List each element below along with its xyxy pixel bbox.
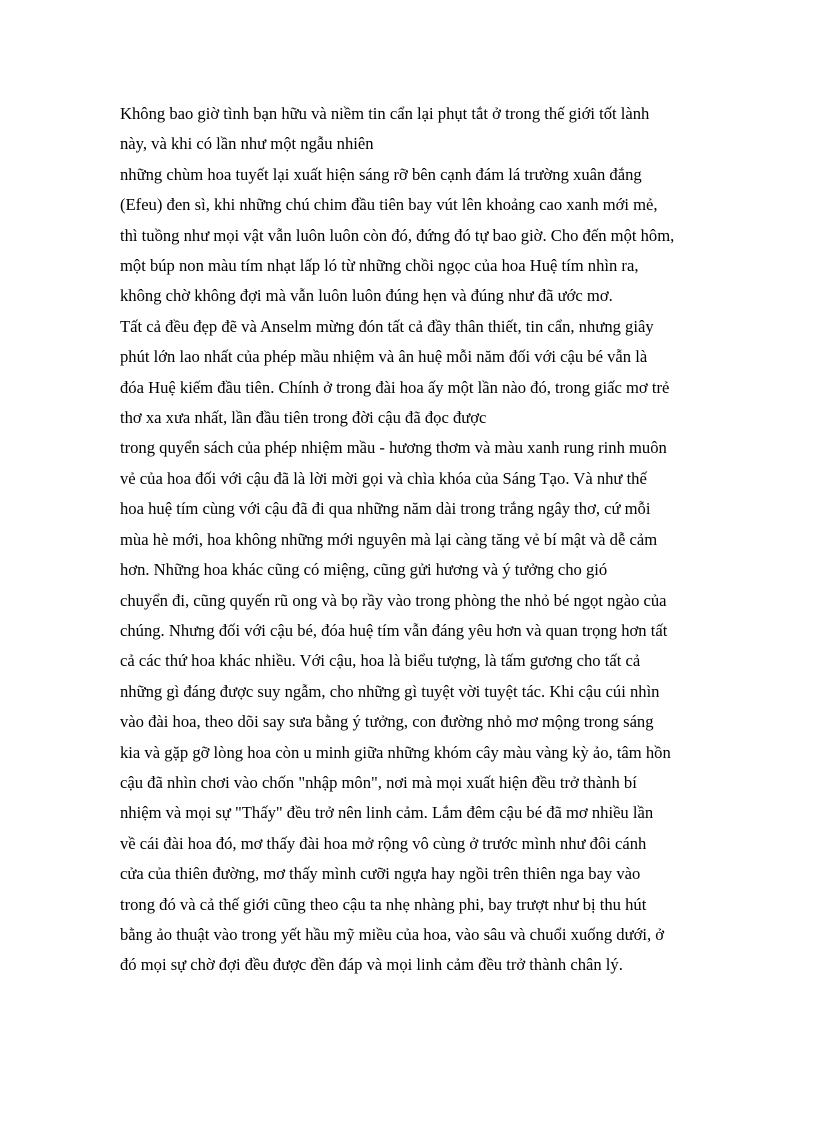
text-line: nhiệm và mọi sự "Thấy" đều trở nên linh cảm. Lắm đêm cậu bé đã mơ nhiều lần <box>120 803 654 823</box>
text-line: trong đó và cả thế giới cũng theo cậu ta nhẹ nhàng phi, bay trượt như bị thu hút <box>120 894 647 914</box>
text-line: bằng ảo thuật vào trong yết hầu mỹ miều của hoa, vào sâu và chuổi xuống dưới, ở <box>120 924 665 944</box>
text-line: cậu đã nhìn chơi vào chốn "nhập môn", nơi mà mọi xuất hiện đều trở thành bí <box>120 772 637 792</box>
text-line: hoa huệ tím cùng với cậu đã đi qua những năm dài trong trắng ngây thơ, cứ mỗi <box>120 499 651 519</box>
text-line: một búp non màu tím nhạt lấp ló từ những chồi ngọc của hoa Huệ tím nhìn ra, <box>120 256 639 276</box>
text-line: đóa Huệ kiếm đầu tiên. Chính ở trong đài hoa ấy một lần nào đó, trong giấc mơ trẻ <box>120 377 670 397</box>
text-line: cửa của thiên đường, mơ thấy mình cưỡi ngựa hay ngồi trên thiên nga bay vào <box>120 864 641 884</box>
text-line: những chùm hoa tuyết lại xuất hiện sáng rỡ bên cạnh đám lá trường xuân đắng <box>120 164 642 184</box>
text-line: phút lớn lao nhất của phép mầu nhiệm và ân huệ mỗi năm đối với cậu bé vẫn là <box>120 347 648 367</box>
text-line: đó mọi sự chờ đợi đều được đền đáp và mọi linh cảm đều trở thành chân lý. <box>120 955 623 975</box>
text-line: về cái đài hoa đó, mơ thấy đài hoa mở rộng vô cùng ở trước mình như đôi cánh <box>120 833 647 853</box>
text-line: cả các thứ hoa khác nhiều. Với cậu, hoa là biểu tượng, là tấm gương cho tất cả <box>120 651 641 671</box>
text-line: kia và gặp gỡ lòng hoa còn u minh giữa những khóm cây màu vàng kỳ ảo, tâm hồn <box>120 742 671 762</box>
text-line: Không bao giờ tình bạn hữu và niềm tin cẩn lại phụt tắt ở trong thế giới tốt lành <box>120 104 650 123</box>
text-line: chúng. Nhưng đối với cậu bé, đóa huệ tím vẫn đáng yêu hơn và quan trọng hơn tất <box>120 620 668 640</box>
text-line: (Efeu) đen sì, khi những chú chim đầu tiên bay vút lên khoảng cao xanh mới mẻ, <box>120 195 658 215</box>
text-line: vào đài hoa, theo dõi say sưa bằng ý tưởng, con đường nhỏ mơ mộng trong sáng <box>120 712 654 732</box>
text-line: trong quyển sách của phép nhiệm mầu - hương thơm và màu xanh rung rinh muôn <box>120 438 667 458</box>
text-line: những gì đáng được suy ngẫm, cho những gì tuyệt vời tuyệt tác. Khi cậu cúi nhìn <box>120 681 660 701</box>
text-line: không chờ không đợi mà vẫn luôn luôn đúng hẹn và đúng như đã ước mơ. <box>120 286 613 306</box>
text-line: thơ xa xưa nhất, lần đầu tiên trong đời cậu đã đọc được <box>120 408 487 428</box>
text-line: vẻ của hoa đối với cậu đã là lời mời gọi và chìa khóa của Sáng Tạo. Và như thế <box>120 468 647 488</box>
text-line: mùa hè mới, hoa không những mới nguyên mà lại càng tăng vẻ bí mật và dễ cảm <box>120 529 658 549</box>
text-line: này, và khi có lần như một ngẫu nhiên <box>120 134 374 154</box>
text-line: Tất cả đều đẹp đẽ và Anselm mừng đón tất cả đầy thân thiết, tin cẩn, nhưng giây <box>120 316 654 336</box>
body-text <box>120 99 710 981</box>
text-line: thì tuồng như mọi vật vẫn luôn luôn còn đó, đứng đó tự bao giờ. Cho đến một hôm, <box>120 225 675 245</box>
text-line: hơn. Những hoa khác cũng có miệng, cũng gửi hương và ý tưởng cho gió <box>120 560 608 580</box>
text-line: chuyển đi, cũng quyến rũ ong và bọ rầy vào trong phòng the nhỏ bé ngọt ngào của <box>120 590 667 610</box>
